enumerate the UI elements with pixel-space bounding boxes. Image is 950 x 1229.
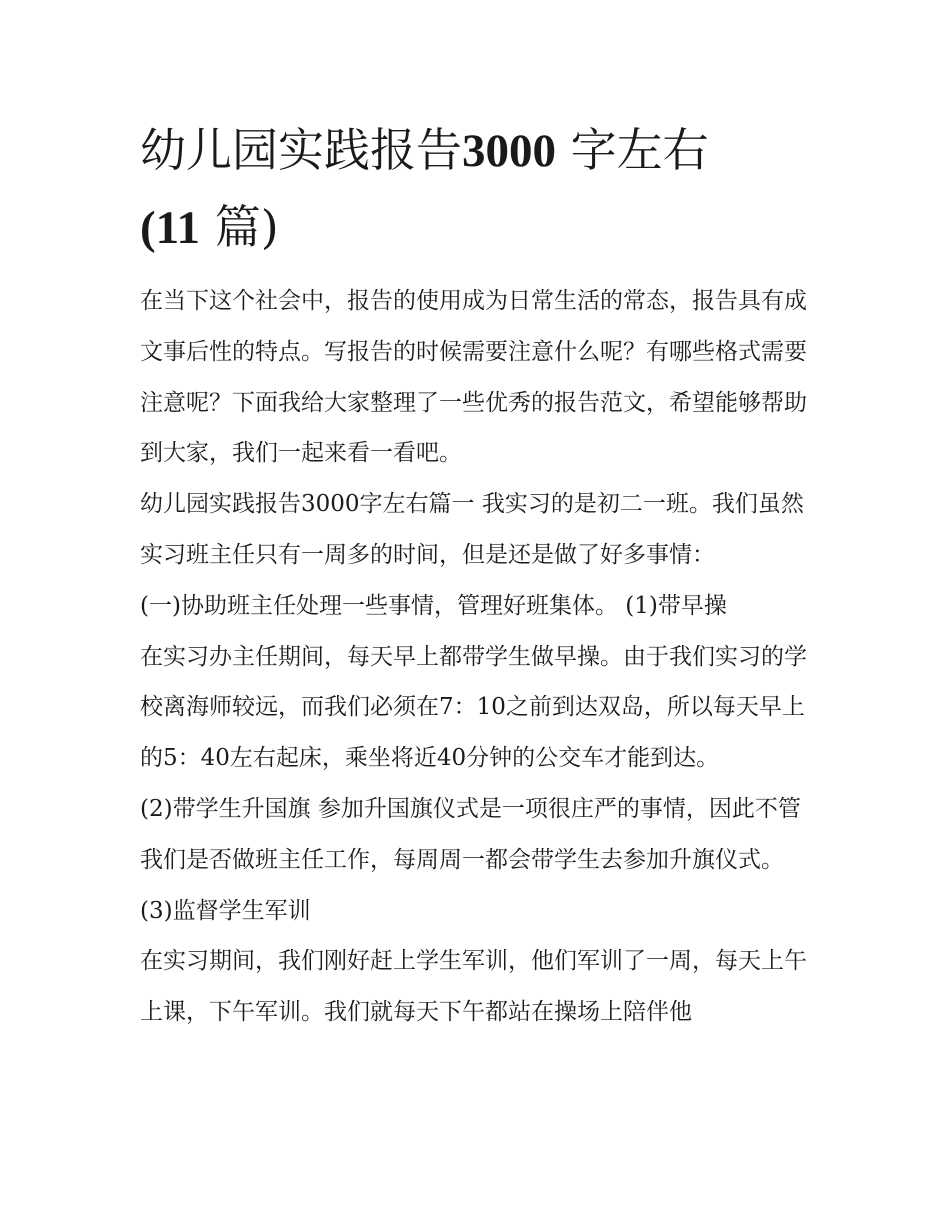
title-text-2: 字左右 [570, 123, 709, 177]
title-number: 3000 [462, 125, 556, 177]
title-text-1: 幼儿园实践报告 [140, 123, 462, 177]
paragraph-5: 在实习期间，我们刚好赶上学生军训，他们军训了一周，每天上午上课，下午军训。我们就每天下午都站在操场上陪伴他 [140, 948, 807, 1026]
title-text-3: 篇) [214, 200, 279, 254]
document-title [140, 112, 840, 266]
paragraph-intro: 在当下这个社会中，报告的使用成为日常生活的常态，报告具有成文事后性的特点。写报告的时候需要注意什么呢？有哪些格式需要注意呢？下面我给大家整理了一些优秀的报告范文，希望能够帮助到大家，我们一起来看一看吧。 [140, 288, 807, 467]
paragraph-3: 在实习办主任期间，每天早上都带学生做早操。由于我们实习的学校离海师较远，而我们必须在7：10之前到达双岛，所以每天早上的5：40左右起床，乘坐将近40分钟的公交车才能到达。 [140, 643, 807, 772]
document-body [140, 276, 820, 1038]
paragraph-2: (一)协助班主任处理一些事情，管理好班集体。 (1)带早操 [140, 592, 727, 619]
title-count: (11 [140, 202, 201, 254]
paragraph-1: 幼儿园实践报告3000字左右篇一 我实习的是初二一班。我们虽然实习班主任只有一周多的时间，但是还是做了好多事情： [140, 491, 804, 568]
paragraph-4: (2)带学生升国旗 参加升国旗仪式是一项很庄严的事情，因此不管我们是否做班主任工作，每周周一都会带学生去参加升旗仪式。 (3)监督学生军训 [140, 795, 801, 924]
